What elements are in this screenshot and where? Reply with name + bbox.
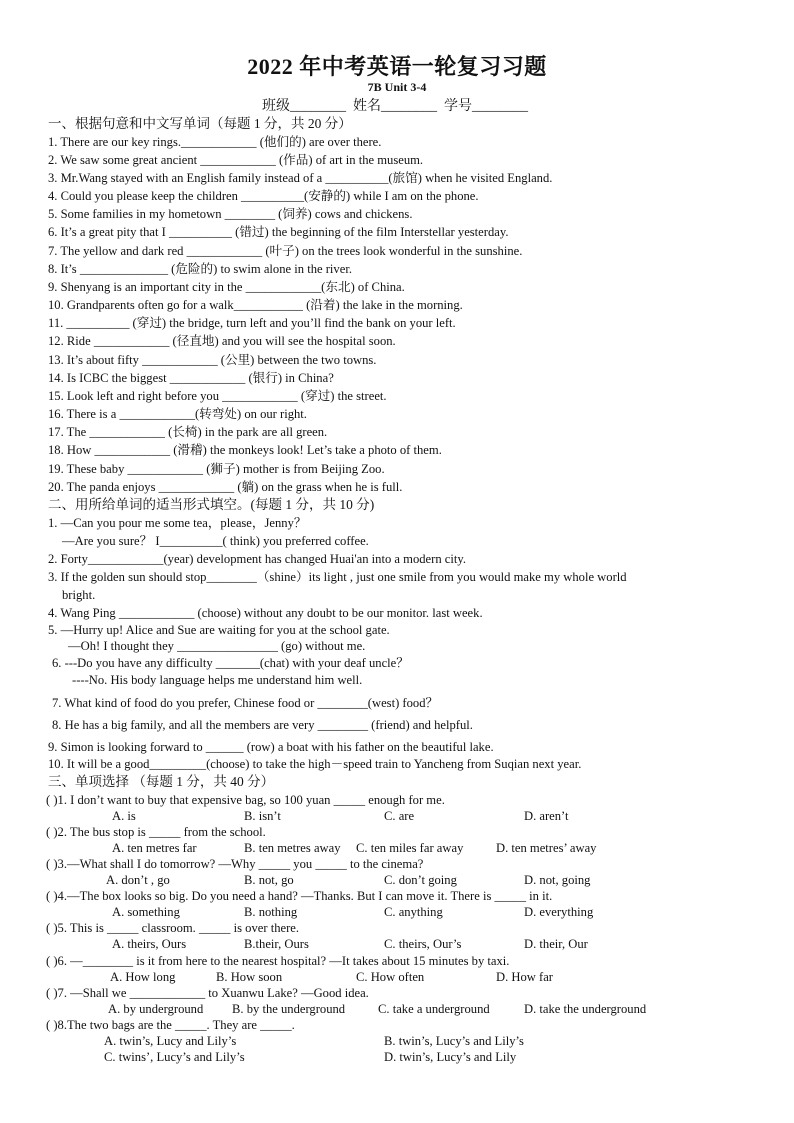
section2-line: 5. —Hurry up! Alice and Sue are waiting for you at the school gate. [48, 623, 390, 637]
question-stem: ( )4.—The box looks so big. Do you need a hand? —Thanks. But I can move it. There is _____ in it. [46, 889, 553, 903]
section2-line: 4. Wang Ping ____________ (choose) without any doubt to be our monitor. last week. [48, 606, 483, 620]
section1-item: 15. Look left and right before you ____________ (穿过) the street. [48, 389, 387, 403]
section1-item: 3. Mr.Wang stayed with an English family instead of a __________(旅馆) when he visited England. [48, 171, 553, 185]
option-c: C. anything [384, 905, 443, 919]
option-b: B.their, Ours [244, 937, 309, 951]
option-d: D. not, going [524, 873, 591, 887]
section2-line: 8. He has a big family, and all the members are very ________ (friend) and helpful. [52, 718, 473, 732]
section1-item: 9. Shenyang is an important city in the ____________(东北) of China. [48, 280, 405, 294]
option-d: D. everything [524, 905, 594, 919]
section1-item: 20. The panda enjoys ____________ (躺) on the grass when he is full. [48, 480, 403, 494]
section1-item: 7. The yellow and dark red ____________ (叶子) on the trees look wonderful in the sunshine. [48, 244, 523, 258]
option-c: C. take a underground [378, 1002, 490, 1016]
question-stem: ( )2. The bus stop is _____ from the school. [46, 825, 266, 839]
option-d: D. their, Our [524, 937, 588, 951]
section1-item: 8. It’s ______________ (危险的) to swim alone in the river. [48, 262, 352, 276]
section1-heading: 一、根据句意和中文写单词（每题 1 分，共 20 分） [48, 116, 352, 131]
section3-heading: 三、单项选择 （每题 1 分，共 40 分） [48, 774, 275, 789]
question-stem: ( )7. —Shall we ____________ to Xuanwu Lake? —Good idea. [46, 986, 369, 1000]
question-stem: ( )6. —________ is it from here to the nearest hospital? —It takes about 15 minutes by taxi. [46, 954, 510, 968]
option-a: A. How long [110, 970, 176, 984]
section1-item: 6. It’s a great pity that I __________ (错过) the beginning of the film Interstellar yesterday. [48, 225, 509, 239]
student-info-line: 班级________ 姓名________ 学号________ [262, 99, 528, 114]
section2-heading: 二、用所给单词的适当形式填空。(每题 1 分，共 10 分) [48, 497, 375, 512]
section1-item: 10. Grandparents often go for a walk___________ (沿着) the lake in the morning. [48, 298, 463, 312]
option-a: A. is [112, 809, 136, 823]
option-b: B. ten metres away [244, 841, 341, 855]
option-d: D. ten metres’ away [496, 841, 597, 855]
option-b: B. twin’s, Lucy’s and Lily’s [384, 1034, 524, 1048]
option-b: B. isn’t [244, 809, 281, 823]
section2-line: —Are you sure？ I__________( think) you preferred coffee. [62, 534, 369, 548]
section1-item: 19. These baby ____________ (狮子) mother is from Beijing Zoo. [48, 462, 385, 476]
page-title: 2022 年中考英语一轮复习习题 [247, 54, 547, 79]
section1-item: 4. Could you please keep the children __________(安静的) while I am on the phone. [48, 189, 479, 203]
section1-item: 2. We saw some great ancient ____________ (作品) of art in the museum. [48, 153, 424, 167]
question-stem: ( )1. I don’t want to buy that expensive bag, so 100 yuan _____ enough for me. [46, 793, 445, 807]
option-c: C. twins’, Lucy’s and Lily’s [104, 1050, 245, 1064]
option-d: D. aren’t [524, 809, 569, 823]
option-b: B. How soon [216, 970, 283, 984]
section2-line: 3. If the golden sun should stop________（shine）its light , just one smile from you would make my whole world [48, 570, 627, 584]
section1-item: 1. There are our key rings.____________ (他们的) are over there. [48, 135, 382, 149]
option-a: A. something [112, 905, 180, 919]
option-a: A. twin’s, Lucy and Lily’s [104, 1034, 237, 1048]
section1-item: 12. Ride ____________ (径直地) and you will see the hospital soon. [48, 334, 396, 348]
option-b: B. not, go [244, 873, 294, 887]
question-stem: ( )5. This is _____ classroom. _____ is over there. [46, 921, 300, 935]
section1-item: 11. __________ (穿过) the bridge, turn left and you’ll find the bank on your left. [48, 316, 456, 330]
option-c: C. ten miles far away [356, 841, 464, 855]
option-d: D. take the underground [524, 1002, 647, 1016]
option-a: A. ten metres far [112, 841, 197, 855]
section1-item: 18. How ____________ (滑稽) the monkeys look! Let’s take a photo of them. [48, 443, 442, 457]
section1-item: 13. It’s about fifty ____________ (公里) between the two towns. [48, 353, 377, 367]
section2-line: 1. —Can you pour me some tea，please，Jenny？ [48, 516, 307, 530]
section2-line: bright. [62, 588, 96, 602]
question-stem: ( )3.—What shall I do tomorrow? —Why _____ you _____ to the cinema? [46, 857, 424, 871]
section2-line: ----No. His body language helps me understand him well. [72, 673, 363, 687]
section2-line: 10. It will be a good_________(choose) to take the high－speed train to Yancheng from Suqian next year. [48, 757, 582, 771]
option-c: C. How often [356, 970, 425, 984]
page-subtitle: 7B Unit 3-4 [367, 80, 427, 94]
section2-line: 9. Simon is looking forward to ______ (row) a boat with his father on the beautiful lake. [48, 740, 494, 754]
section1-item: 16. There is a ____________(转弯处) on our right. [48, 407, 307, 421]
option-d: D. twin’s, Lucy’s and Lily [384, 1050, 517, 1064]
option-a: A. don’t , go [106, 873, 170, 887]
option-c: C. are [384, 809, 415, 823]
question-stem: ( )8.The two bags are the _____. They are _____. [46, 1018, 295, 1032]
option-b: B. by the underground [232, 1002, 346, 1016]
section2-line: 6. ---Do you have any difficulty _______(chat) with your deaf uncle？ [52, 656, 409, 670]
option-c: C. theirs, Our’s [384, 937, 462, 951]
option-d: D. How far [496, 970, 554, 984]
section1-item: 17. The ____________ (长椅) in the park are all green. [48, 425, 328, 439]
option-c: C. don’t going [384, 873, 457, 887]
section2-line: —Oh! I thought they ________________ (go) without me. [68, 639, 366, 653]
section2-line: 2. Forty____________(year) development has changed Huai'an into a modern city. [48, 552, 466, 566]
section2-line: 7. What kind of food do you prefer, Chinese food or ________(west) food？ [52, 696, 439, 710]
option-a: A. theirs, Ours [112, 937, 187, 951]
section1-item: 5. Some families in my hometown ________ (饲养) cows and chickens. [48, 207, 413, 221]
option-b: B. nothing [244, 905, 298, 919]
section1-item: 14. Is ICBC the biggest ____________ (银行) in China? [48, 371, 334, 385]
option-a: A. by underground [108, 1002, 204, 1016]
